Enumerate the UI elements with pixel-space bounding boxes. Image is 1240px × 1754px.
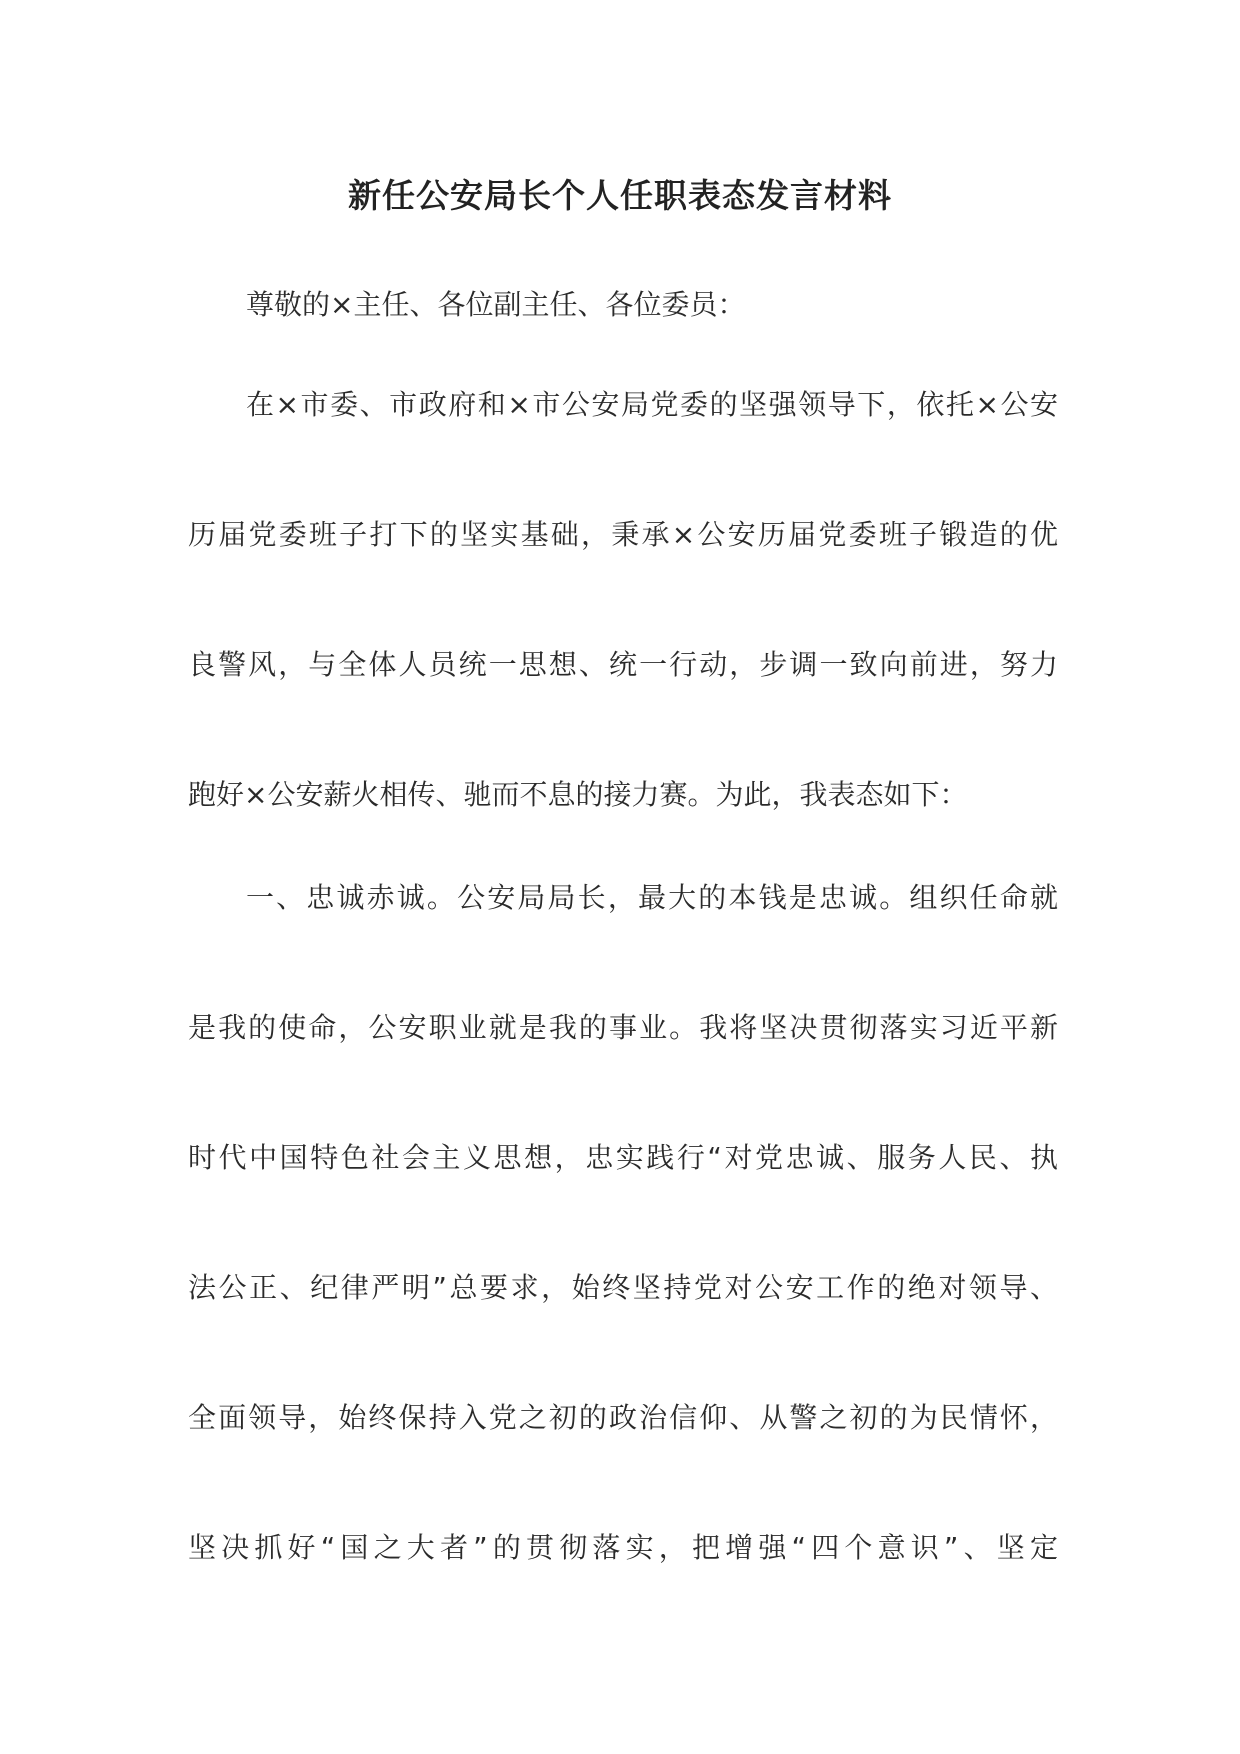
paragraph-line: 时代中国特色社会主义思想，忠实践行“对党忠诚、服务人民、执 [188,1141,1058,1174]
paragraph-line: 是我的使命，公安职业就是我的事业。我将坚决贯彻落实习近平新 [188,1011,1058,1044]
salutation-line: 尊敬的×主任、各位副主任、各位委员： [246,288,746,321]
paragraph-line: 在×市委、市政府和×市公安局党委的坚强领导下，依托×公安 [246,388,1058,421]
paragraph-line: 良警风，与全体人员统一思想、统一行动，步调一致向前进，努力 [188,648,1058,681]
paragraph-line: 跑好×公安薪火相传、驰而不息的接力赛。为此，我表态如下： [188,778,968,811]
paragraph-line: 法公正、纪律严明”总要求，始终坚持党对公安工作的绝对领导、 [188,1271,1058,1304]
paragraph-line: 历届党委班子打下的坚实基础，秉承×公安历届党委班子锻造的优 [188,518,1058,551]
paragraph-line: 一、忠诚赤诚。公安局局长，最大的本钱是忠诚。组织任命就 [246,881,1058,914]
paragraph-line: 坚决抓好“国之大者”的贯彻落实，把增强“四个意识”、坚定 [188,1531,1058,1564]
document-title: 新任公安局长个人任职表态发言材料 [348,176,892,215]
paragraph-line: 全面领导，始终保持入党之初的政治信仰、从警之初的为民情怀， [188,1401,1058,1434]
